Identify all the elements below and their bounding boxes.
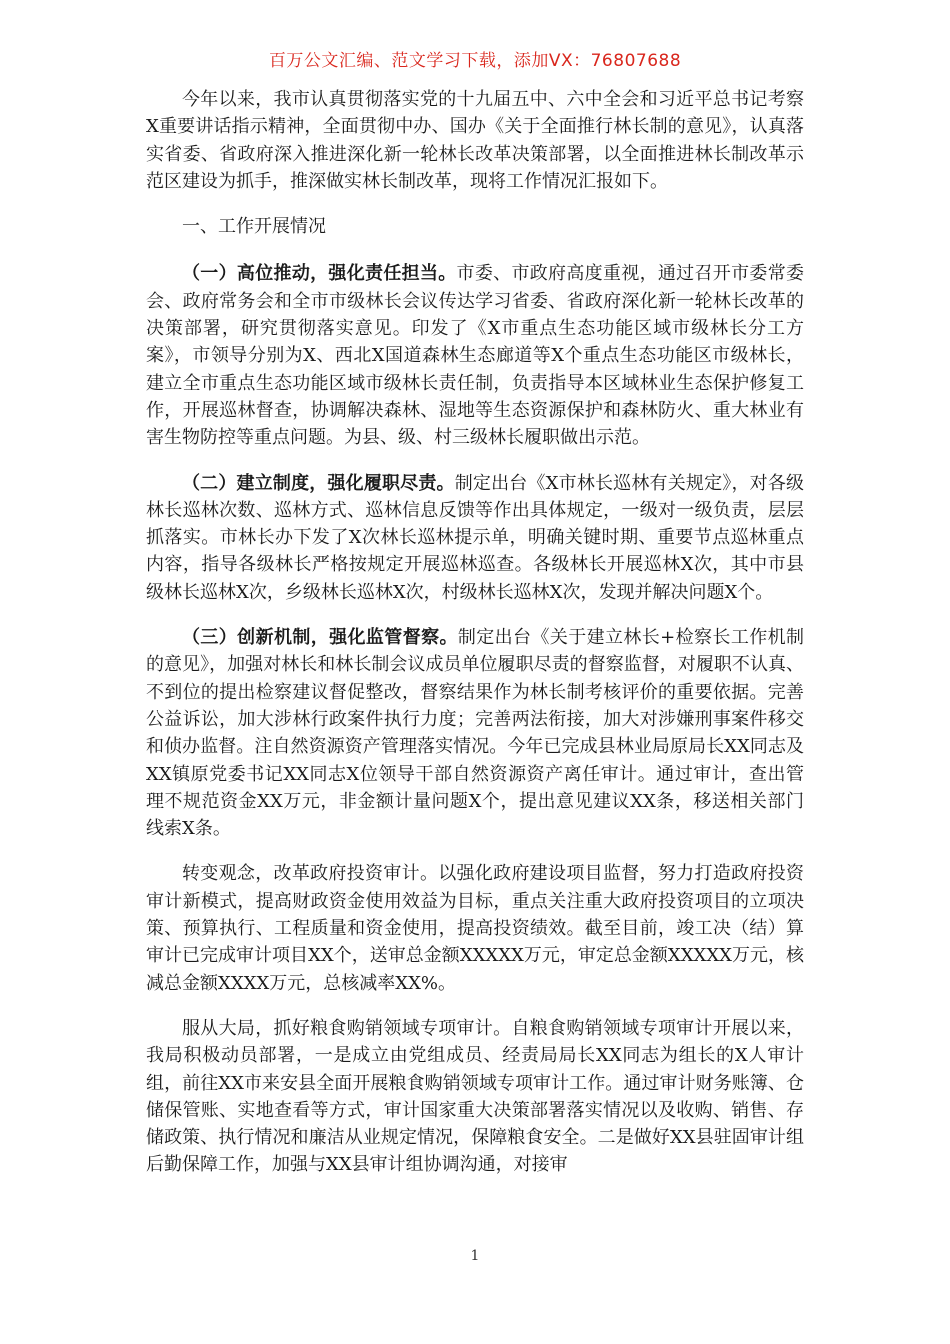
- page-number: 1: [470, 1248, 480, 1264]
- document-body: [146, 86, 804, 1197]
- paragraph-1-body: 市委、市政府高度重视，通过召开市委常委会、政府常务会和全市市级林长会议传达学习省委、省政府深化新一轮林长改革的决策部署，研究贯彻落实意见。印发了《X市重点生态功能区域市级林长分工方案》，市领导分别为X、西北X国道森林生态廊道等X个重点生态功能区市级林长，建立全市重点生态功能区域市级林长责任制，负责指导本区域林业生态保护修复工作，开展巡林督查，协调解决森林、湿地等生态资源保护和森林防火、重大林业有害生物防控等重点问题。为县、级、村三级林长履职做出示范。: [146, 263, 804, 449]
- paragraph-4: 转变观念，改革政府投资审计。以强化政府建设项目监督，努力打造政府投资审计新模式，提高财政资金使用效益为目标，重点关注重大政府投资项目的立项决策、预算执行、工程质量和资金使用，提高投资绩效。截至目前，竣工决（结）算审计已完成审计项目XX个，送审总金额XXXXX万元，审定总金额XXXXX万元，核减总金额XXXX万元，总核减率XX%。: [146, 863, 804, 994]
- paragraph-3-lead: （三）创新机制，强化监管督察。: [182, 627, 458, 649]
- paragraph-3: [146, 624, 804, 842]
- intro-paragraph: 今年以来，我市认真贯彻落实党的十九届五中、六中全会和习近平总书记考察X重要讲话指示精神，全面贯彻中办、国办《关于全面推行林长制的意见》，认真落实省委、省政府深入推进深化新一轮林长改革决策部署，以全面推进林长制改革示范区建设为抓手，推深做实林长制改革，现将工作情况汇报如下。: [146, 89, 804, 192]
- paragraph-2: [146, 470, 804, 606]
- paragraph-5: 服从大局，抓好粮食购销领域专项审计。自粮食购销领域专项审计开展以来，我局积极动员部署，一是成立由党组成员、经责局局长XX同志为组长的X人审计组，前往XX市来安县全面开展粮食购销领域专项审计工作。通过审计财务账簿、仓储保管账、实地查看等方式，审计国家重大决策部署落实情况以及收购、销售、存储政策、执行情况和廉洁从业规定情况，保障粮食安全。二是做好XX县驻固审计组后勤保障工作，加强与XX县审计组协调沟通，对接审: [146, 1017, 804, 1176]
- paragraph-2-body: 制定出台《X市林长巡林有关规定》，对各级林长巡林次数、巡林方式、巡林信息反馈等作出具体规定，一级对一级负责，层层抓落实。市林长办下发了X次林长巡林提示单，明确关键时期、重要节点巡林重点内容，指导各级林长严格按规定开展巡林巡查。各级林长开展巡林X次，其中市县级林长巡林X次，乡级林长巡林X次，村级林长巡林X次，发现并解决问题X个。: [146, 472, 805, 603]
- paragraph-1: [146, 260, 804, 451]
- section-heading: 一、工作开展情况: [182, 216, 326, 238]
- paragraph-1-lead: （一）高位推动，强化责任担当。: [182, 263, 457, 285]
- paragraph-3-body: 制定出台《关于建立林长+检察长工作机制的意见》，加强对林长和林长制会议成员单位履职尽责的督察监督，对履职不认真、不到位的提出检察建议督促整改，督察结果作为林长制考核评价的重要依据。完善公益诉讼，加大涉林行政案件执行力度；完善两法衔接，加大对涉嫌刑事案件移交和侦办监督。注自然资源资产管理落实情况。今年已完成县林业局原局长XX同志及XX镇原党委书记XX同志X位领导干部自然资源资产离任审计。通过审计，查出管理不规范资金XX万元，非金额计量问题X个，提出意见建议XX条，移送相关部门线索X条。: [146, 627, 804, 840]
- paragraph-2-lead: （二）建立制度，强化履职尽责。: [182, 472, 455, 494]
- watermark-banner: 百万公文汇编、范文学习下载，添加VX：76807688: [268, 51, 682, 71]
